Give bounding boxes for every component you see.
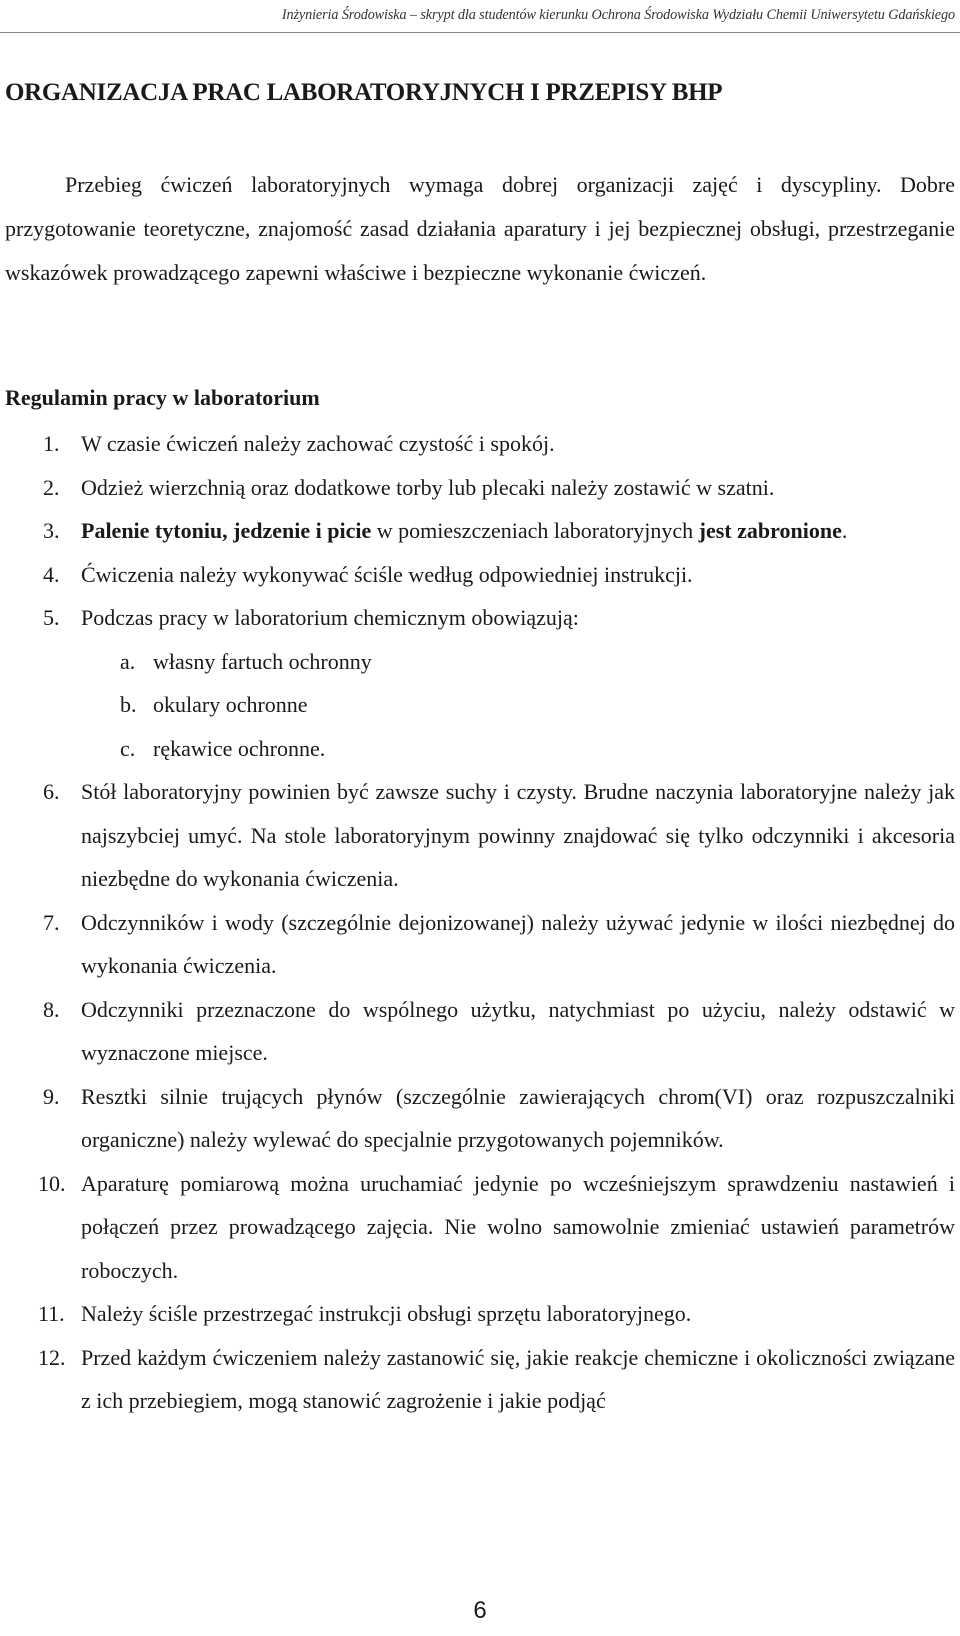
- sub-item-letter: c.: [120, 735, 136, 761]
- rule-number: 10.: [38, 1170, 66, 1196]
- rule-text-end: .: [841, 518, 848, 543]
- rule-number: 11.: [38, 1301, 65, 1326]
- rule-item: [5, 1336, 955, 1423]
- rule-text-with-subitems: [81, 596, 955, 770]
- page-title: ORGANIZACJA PRAC LABORATORYJNYCH I PRZEPISY BHP: [5, 79, 723, 106]
- rule-item: [5, 466, 955, 510]
- protective-equipment-list: [81, 640, 955, 771]
- rule-text: Przed każdym ćwiczeniem należy zastanowić się, jakie reakcje chemiczne i okoliczności związane z ich przebiegiem, mogą stanowić zagrożenie i jakie podjąć: [81, 1344, 955, 1413]
- sub-item: [81, 727, 955, 771]
- header-divider: [0, 32, 960, 33]
- rule-text: Odzież wierzchnią oraz dodatkowe torby lub plecaki należy zostawić w szatni.: [81, 474, 775, 500]
- rules-list: [5, 422, 955, 1423]
- rule-text: Podczas pracy w laboratorium chemicznym obowiązują:: [81, 605, 579, 630]
- running-header: Inżynieria Środowiska – skrypt dla studentów kierunku Ochrona Środowiska Wydziału Chemii Uniwersytetu Gdańskiego: [281, 7, 955, 23]
- rule-item: [5, 1292, 955, 1336]
- section-heading: Regulamin pracy w laboratorium: [5, 385, 320, 410]
- rule-item: [5, 988, 955, 1075]
- rule-text: Odczynniki przeznaczone do wspólnego użytku, natychmiast po użyciu, należy odstawić w wyznaczone miejsce.: [81, 996, 955, 1065]
- rule-item: [5, 553, 955, 597]
- sub-item-text: okulary ochronne: [153, 692, 308, 717]
- sub-item: [81, 683, 955, 727]
- sub-item: [81, 640, 955, 684]
- rule-text: Resztki silnie trujących płynów (szczególnie zawierających chrom(VI) oraz rozpuszczalniki organiczne) należy wylewać do specjalnie przygotowanych pojemników.: [81, 1083, 955, 1152]
- rule-number: 1.: [43, 431, 60, 456]
- rule-text: W czasie ćwiczeń należy zachować czystość i spokój.: [81, 431, 555, 456]
- sub-item-letter: b.: [120, 692, 137, 717]
- rule-number: 3.: [43, 518, 60, 543]
- intro-paragraph: Przebieg ćwiczeń laboratoryjnych wymaga dobrej organizacji zajęć i dyscypliny. Dobre przygotowanie teoretyczne, znajomość zasad działania aparatury i jej bezpiecznej obsługi, przestrzeganie wskazówek prowadzącego zapewni właściwe i bezpieczne wykonanie ćwiczeń.: [5, 172, 955, 285]
- sub-item-text: rękawice ochronne.: [153, 735, 326, 761]
- rule-text: Odczynników i wody (szczególnie dejonizowanej) należy używać jedynie w ilości niezbędnej do wykonania ćwiczenia.: [81, 909, 955, 978]
- rule-emphasis: Palenie tytoniu, jedzenie i picie: [81, 518, 372, 543]
- rule-item: [5, 1162, 955, 1293]
- rule-number: 8.: [43, 996, 60, 1022]
- rule-number: 12.: [38, 1344, 66, 1370]
- rule-item: [5, 1075, 955, 1162]
- rule-number: 7.: [43, 909, 60, 935]
- rule-item: [5, 596, 955, 770]
- sub-item-text: własny fartuch ochronny: [153, 648, 372, 674]
- rule-item: [5, 422, 955, 466]
- rule-text: Ćwiczenia należy wykonywać ściśle według odpowiedniej instrukcji.: [81, 561, 693, 587]
- rule-number: 2.: [43, 474, 60, 500]
- rule-number: 9.: [43, 1083, 60, 1109]
- page-number: 6: [473, 1597, 487, 1624]
- rule-item: [5, 901, 955, 988]
- rule-text: Należy ściśle przestrzegać instrukcji obsługi sprzętu laboratoryjnego.: [81, 1301, 692, 1326]
- sub-item-letter: a.: [120, 648, 136, 674]
- rule-number: 6.: [43, 779, 60, 804]
- rule-text-fragment: w pomieszczeniach laboratoryjnych: [371, 518, 699, 543]
- rule-number: 5.: [43, 605, 60, 630]
- rule-item: [5, 509, 955, 553]
- rule-emphasis-end: jest zabronione: [698, 518, 842, 543]
- rule-text: Aparaturę pomiarową można uruchamiać jedynie po wcześniejszym sprawdzeniu nastawień i połączeń przez prowadzącego zajęcia. Nie wolno samowolnie zmieniać ustawień parametrów roboczych.: [81, 1170, 955, 1283]
- rule-text: [81, 509, 955, 553]
- rule-item: [5, 770, 955, 901]
- rule-text: Stół laboratoryjny powinien być zawsze suchy i czysty. Brudne naczynia laboratoryjne należy jak najszybciej umyć. Na stole laboratoryjnym powinny znajdować się tylko odczynniki i akcesoria niezbędne do wykonania ćwiczenia.: [81, 779, 955, 891]
- rule-number: 4.: [43, 561, 60, 587]
